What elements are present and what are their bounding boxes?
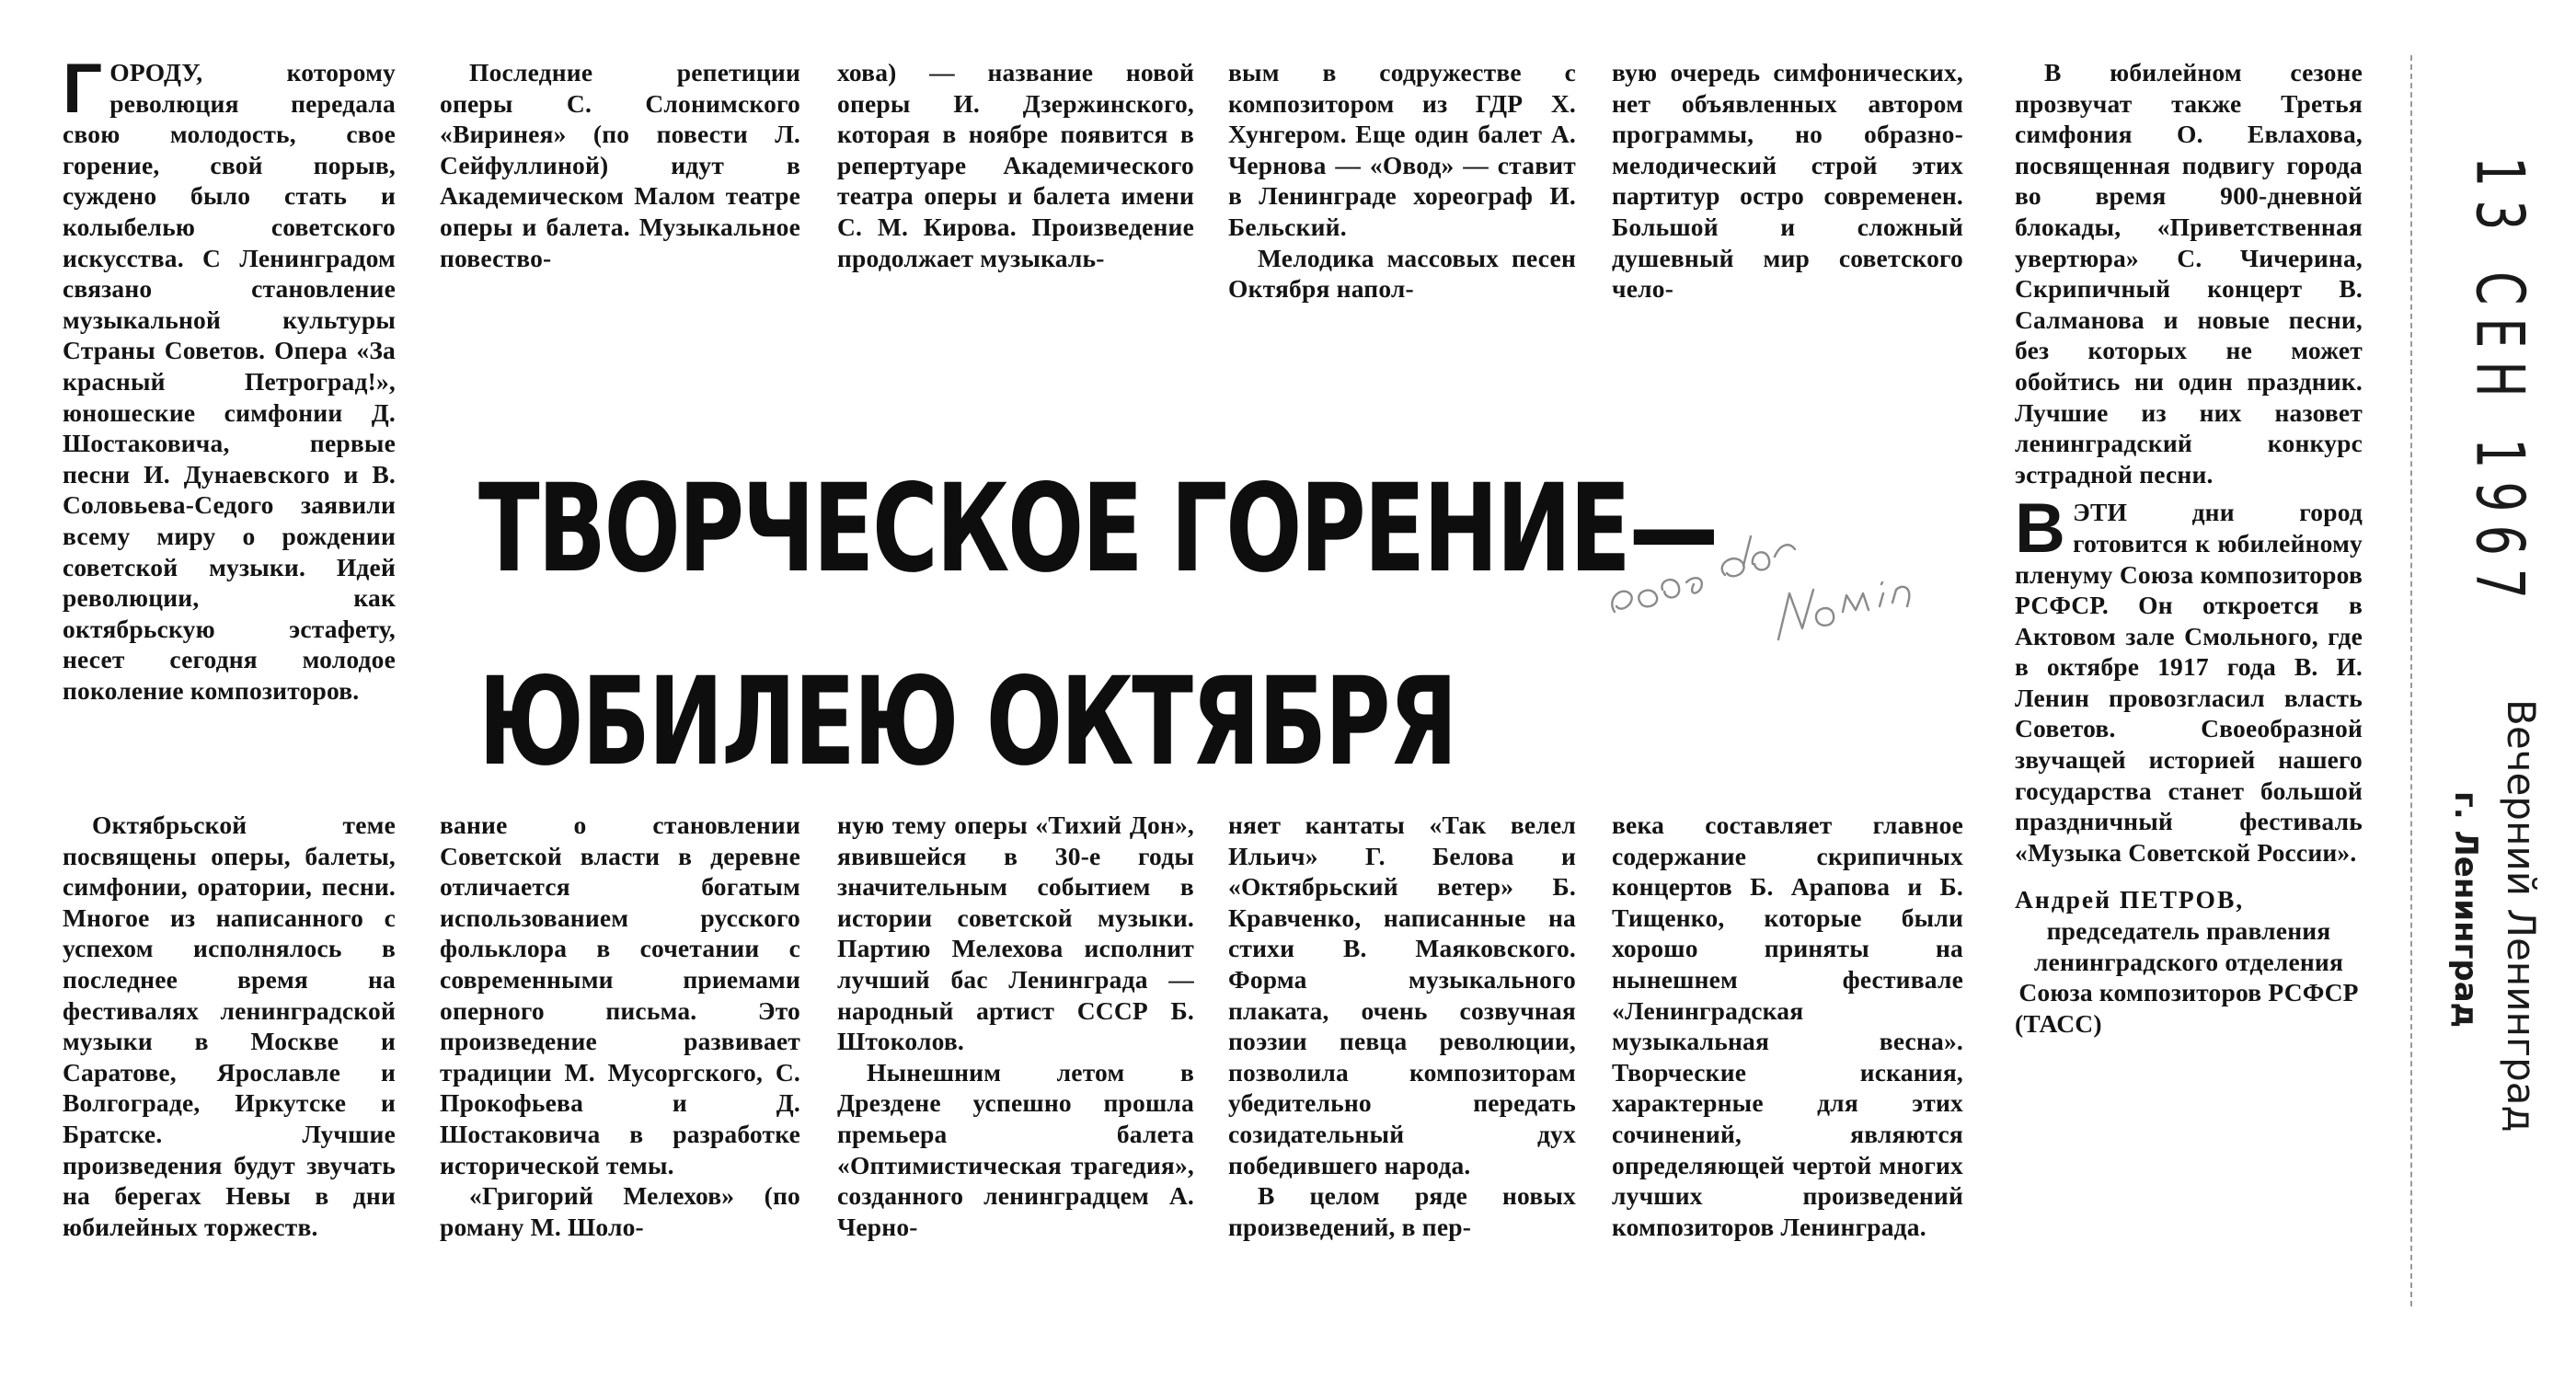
archive-date-stamp: 13 СЕН 1967 xyxy=(2461,156,2539,612)
article-paragraph: В юбилейном сезоне прозвучат также Третья симфония О. Евлахова, посвященная подвигу города во время 900-дневной блокады, «Приветственная увертюра» С. Чичерина, Скрипичный концерт В. Салманова и новые песни, без которых не может обойтись ни один праздник. Лучшие из них назовет ленинградский конкурс эстрадной песни. xyxy=(2015,58,2363,489)
article-paragraph: Последние репетиции оперы С. Слонимского «Виринея» (по повести Л. Сейфуллиной) идут в Академическом Малом театре оперы и балета. Музыкальное повество- xyxy=(440,58,800,272)
paragraph-text: ОРОДУ, которому революция передала свою молодость, свое горение, свой порыв, суждено было стать и колыбелью советского искусства. С Ленинградом связано становление музыкальной культуры Страны Советов. Опера «За красный Петроград!», юношеские симфонии Д. Шостаковича, первые песни И. Дунаевского и В. Соловьева-Седого заявили всему миру о рождении советской музыки. Идей революции, как октябрьскую эстафету, несет сегодня молодое поколение композиторов. xyxy=(63,58,396,705)
article-column-1-top xyxy=(63,50,396,706)
article-paragraph: века составляет главное содержание скрипичных концертов Б. Арапова и Б. Тищенко, которые были хорошо приняты на нынешнем фестивале «Ленинградская музыкальная весна». Творческие искания, характерные для этих сочинений, являются определяющей чертой многих лучших произведений композиторов Ленинграда. xyxy=(1612,811,1963,1241)
drop-cap: В xyxy=(2015,489,2066,569)
article-column-2-top xyxy=(440,57,800,273)
article-paragraph: Нынешним летом в Дрездене успешно прошла премьера балета «Оптимистическая трагедия», созданного ленинградцем А. Черно- xyxy=(837,1057,1194,1241)
article-paragraph: Октябрьской теме посвящены оперы, балеты, симфонии, оратории, песни. Многое из написанного с успехом исполнялось в последнее время на фестивалях ленинградской музыки в Москве и Саратове, Ярославле и Волгограде, Иркутске и Братске. Лучшие произведения будут звучать на берегах Невы в дни юбилейных торжеств. xyxy=(63,811,396,1241)
article-column-5-bottom xyxy=(1612,810,1963,1242)
newspaper-city: г. Ленинград xyxy=(2447,791,2484,1029)
news-agency: (ТАСС) xyxy=(2015,1008,2102,1038)
author-name: Андрей ПЕТРОВ, xyxy=(2015,885,2245,914)
article-paragraph: Мелодика массовых песен Октября напол- xyxy=(1228,243,1576,304)
article-column-4-top xyxy=(1228,57,1576,305)
article-paragraph xyxy=(63,50,396,706)
article-paragraph: вую очередь симфонических, нет объявленных автором программы, но образно-мелодический строй этих партитур остро современен. Большой и сложный душевный мир советского чело- xyxy=(1612,58,1963,304)
headline-line-2: ЮБИЛЕЮ ОКТЯБРЯ xyxy=(478,651,1456,793)
article-column-4-bottom xyxy=(1228,810,1576,1242)
article-paragraph: «Григорий Мелехов» (по роману М. Шоло- xyxy=(440,1181,800,1241)
article-paragraph: вание о становлении Советской власти в деревне отличается богатым использованием русского фольклора в сочетании с современными приемами оперного письма. Это произведение развивает традиции М. Мусоргского, С. Прокофьева и Д. Шостаковича в разработке исторической темы. xyxy=(440,811,800,1179)
article-paragraph: вым в содружестве с композитором из ГДР Х. Хунгером. Еще один балет А. Чернова — «Овод» — ставит в Ленинграде хореограф И. Бельский. xyxy=(1228,58,1576,241)
headline-line-1: ТВОРЧЕСКОЕ ГОРЕНИЕ— xyxy=(478,458,1718,600)
author-title: председатель правления ленинградского отделения Союза композиторов РСФСР xyxy=(2018,916,2359,1007)
article-column-1-bottom xyxy=(63,810,396,1242)
article-paragraph: В целом ряде новых произведений, в пер- xyxy=(1228,1181,1576,1241)
article-column-2-bottom xyxy=(440,810,800,1242)
paragraph-text: ЭТИ дни город готовится к юбилейному пленуму Союза композиторов РСФСР. Он откроется в Актовом зале Смольного, где в октябре 1917 года В. И. Ленин провозгласил власть Советов. Своеобразной звучащей историей нашего государства станет большой праздничный фестиваль «Музыка Советской России». xyxy=(2015,498,2363,867)
drop-cap: Г xyxy=(63,50,103,128)
newspaper-name: Вечерний Ленинград xyxy=(2499,699,2544,1133)
article-paragraph: ную тему оперы «Тихий Дон», явившейся в 30-е годы значительным событием в истории советской музыки. Партию Мелехова исполнит лучший бас Ленинграда — народный артист СССР Б. Штоколов. xyxy=(837,811,1194,1056)
article-paragraph: няет кантаты «Так велел Ильич» Г. Белова и «Октябрьский ветер» Б. Кравченко, написанные на стихи В. Маяковского. Форма музыкального плаката, очень созвучная поэзии певца революции, позволила композиторам убедительно передать созидательный дух победившего народа. xyxy=(1228,811,1576,1179)
cut-line xyxy=(2410,55,2412,1306)
article-column-3-top xyxy=(837,57,1194,273)
author-signature xyxy=(2015,884,2363,1039)
article-column-3-bottom xyxy=(837,810,1194,1242)
handwritten-note-image xyxy=(1605,511,1955,667)
article-headline xyxy=(478,432,1718,819)
article-column-5-top xyxy=(1612,57,1963,305)
article-column-6 xyxy=(2015,57,2363,1039)
article-paragraph: хова) — название новой оперы И. Дзержинского, которая в ноябре появится в репертуаре Академического театра оперы и балета имени С. М. Кирова. Произведение продолжает музыкаль- xyxy=(837,58,1194,272)
article-paragraph xyxy=(2015,489,2363,868)
